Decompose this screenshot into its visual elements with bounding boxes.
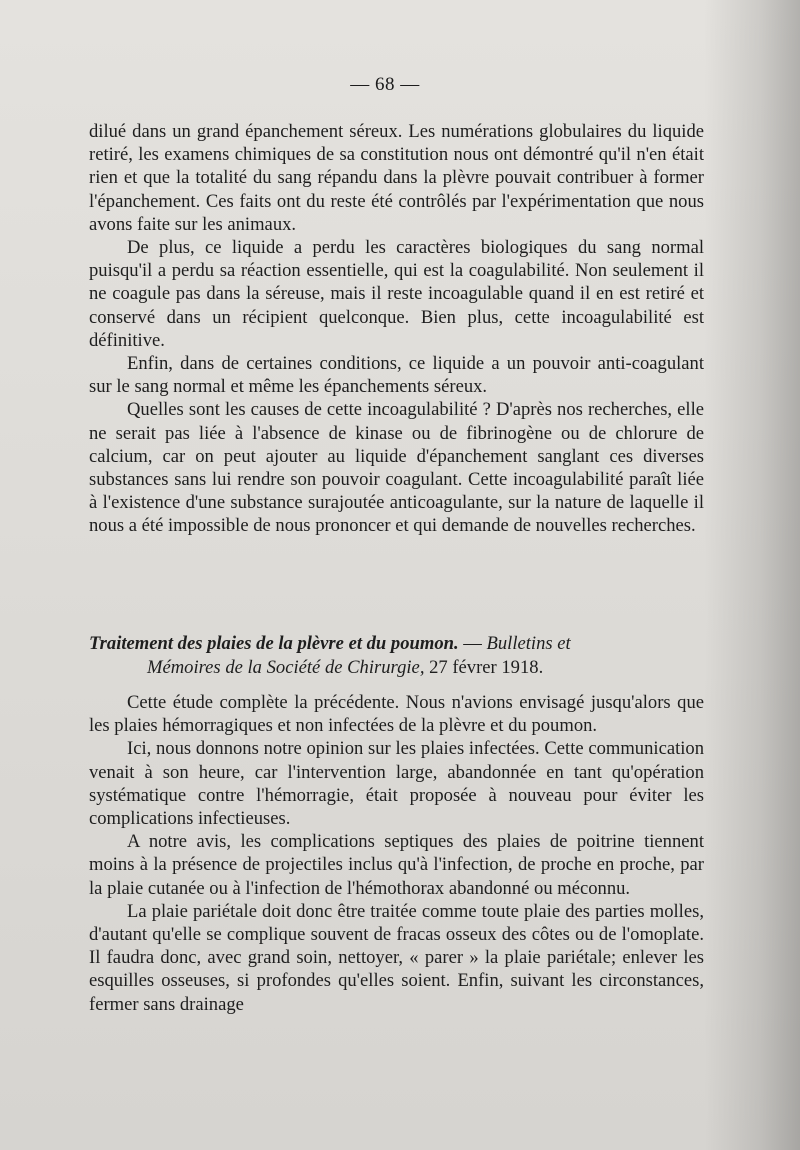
- page-number: — 68 —: [350, 74, 420, 95]
- heading-line-2: [89, 656, 704, 680]
- paragraph: Ici, nous donnons notre opinion sur les plaies infectées. Cette communication venait à son heure, car l'intervention large, abandonnée en tant qu'opération systématique contre l'hémorragie, était proposée à nouveau pour éviter les complications infectieuses.: [89, 738, 704, 830]
- heading-source-line2: Mémoires de la Société de Chirurgie,: [147, 656, 425, 678]
- section-2-text: [89, 691, 704, 1016]
- heading-date: 27 févrer 1918.: [424, 656, 544, 678]
- paragraph: La plaie pariétale doit donc être traitée comme toute plaie des parties molles, d'autant qu'elle se complique souvent de fracas osseux des côtes ou de l'omoplate. Il faudra donc, avec grand soin, nettoyer, « parer » la plaie pariétale; enlever les esquilles osseuses, si profondes qu'elles soient. Enfin, suivant les circonstances, fermer sans drainage: [89, 900, 704, 1015]
- section-heading: [89, 632, 704, 679]
- heading-source-line1: Bulletins et: [486, 633, 571, 654]
- paragraph: Enfin, dans de certaines conditions, ce liquide a un pouvoir anti-coagulant sur le sang normal et même les épanchements séreux.: [89, 353, 704, 398]
- paragraph: Cette étude complète la précédente. Nous n'avions envisagé jusqu'alors que les plaies hémorragiques et non infectées de la plèvre et du poumon.: [89, 692, 704, 737]
- heading-dash: —: [458, 633, 487, 654]
- paragraph: De plus, ce liquide a perdu les caractères biologiques du sang normal puisqu'il a perdu sa réaction essentielle, qui est la coagulabilité. Non seulement il ne coagule pas dans la séreuse, mais il reste incoagulable quand il en est retiré et conservé dans un récipient quelconque. Bien plus, cette incoagulabilité est définitive.: [89, 237, 704, 351]
- paragraph: dilué dans un grand épanchement séreux. Les numérations globulaires du liquide retiré, les examens chimiques de sa constitution nous ont démontré qu'il n'en était rien et que la totalité du sang répandu dans la plèvre pouvait contribuer à former l'épanchement. Ces faits ont du reste été contrôlés par l'expérimentation que nous avons faite sur les animaux.: [89, 121, 704, 235]
- paragraph: A notre avis, les complications septiques des plaies de poitrine tiennent moins à la présence de projectiles inclus qu'à l'infection, de proche en proche, par la plaie cutanée ou à l'infection de l'hémothorax abandonné ou méconnu.: [89, 831, 704, 899]
- paragraph: Quelles sont les causes de cette incoagulabilité ? D'après nos recherches, elle ne serait pas liée à l'absence de kinase ou de fibrinogène ou de chlorure de calcium, car on peut ajouter au liquide d'épanchement sanglant ces diverses substances sans lui rendre son pouvoir coagulant. Cette incoagulabilité paraît liée à l'existence d'une substance surajoutée anticoagulante, sur la nature de laquelle il nous a été impossible de nous prononcer et qui demande de nouvelles recherches.: [89, 399, 704, 537]
- section-1-text: [89, 120, 704, 538]
- heading-title: Traitement des plaies de la plèvre et du poumon.: [89, 633, 459, 654]
